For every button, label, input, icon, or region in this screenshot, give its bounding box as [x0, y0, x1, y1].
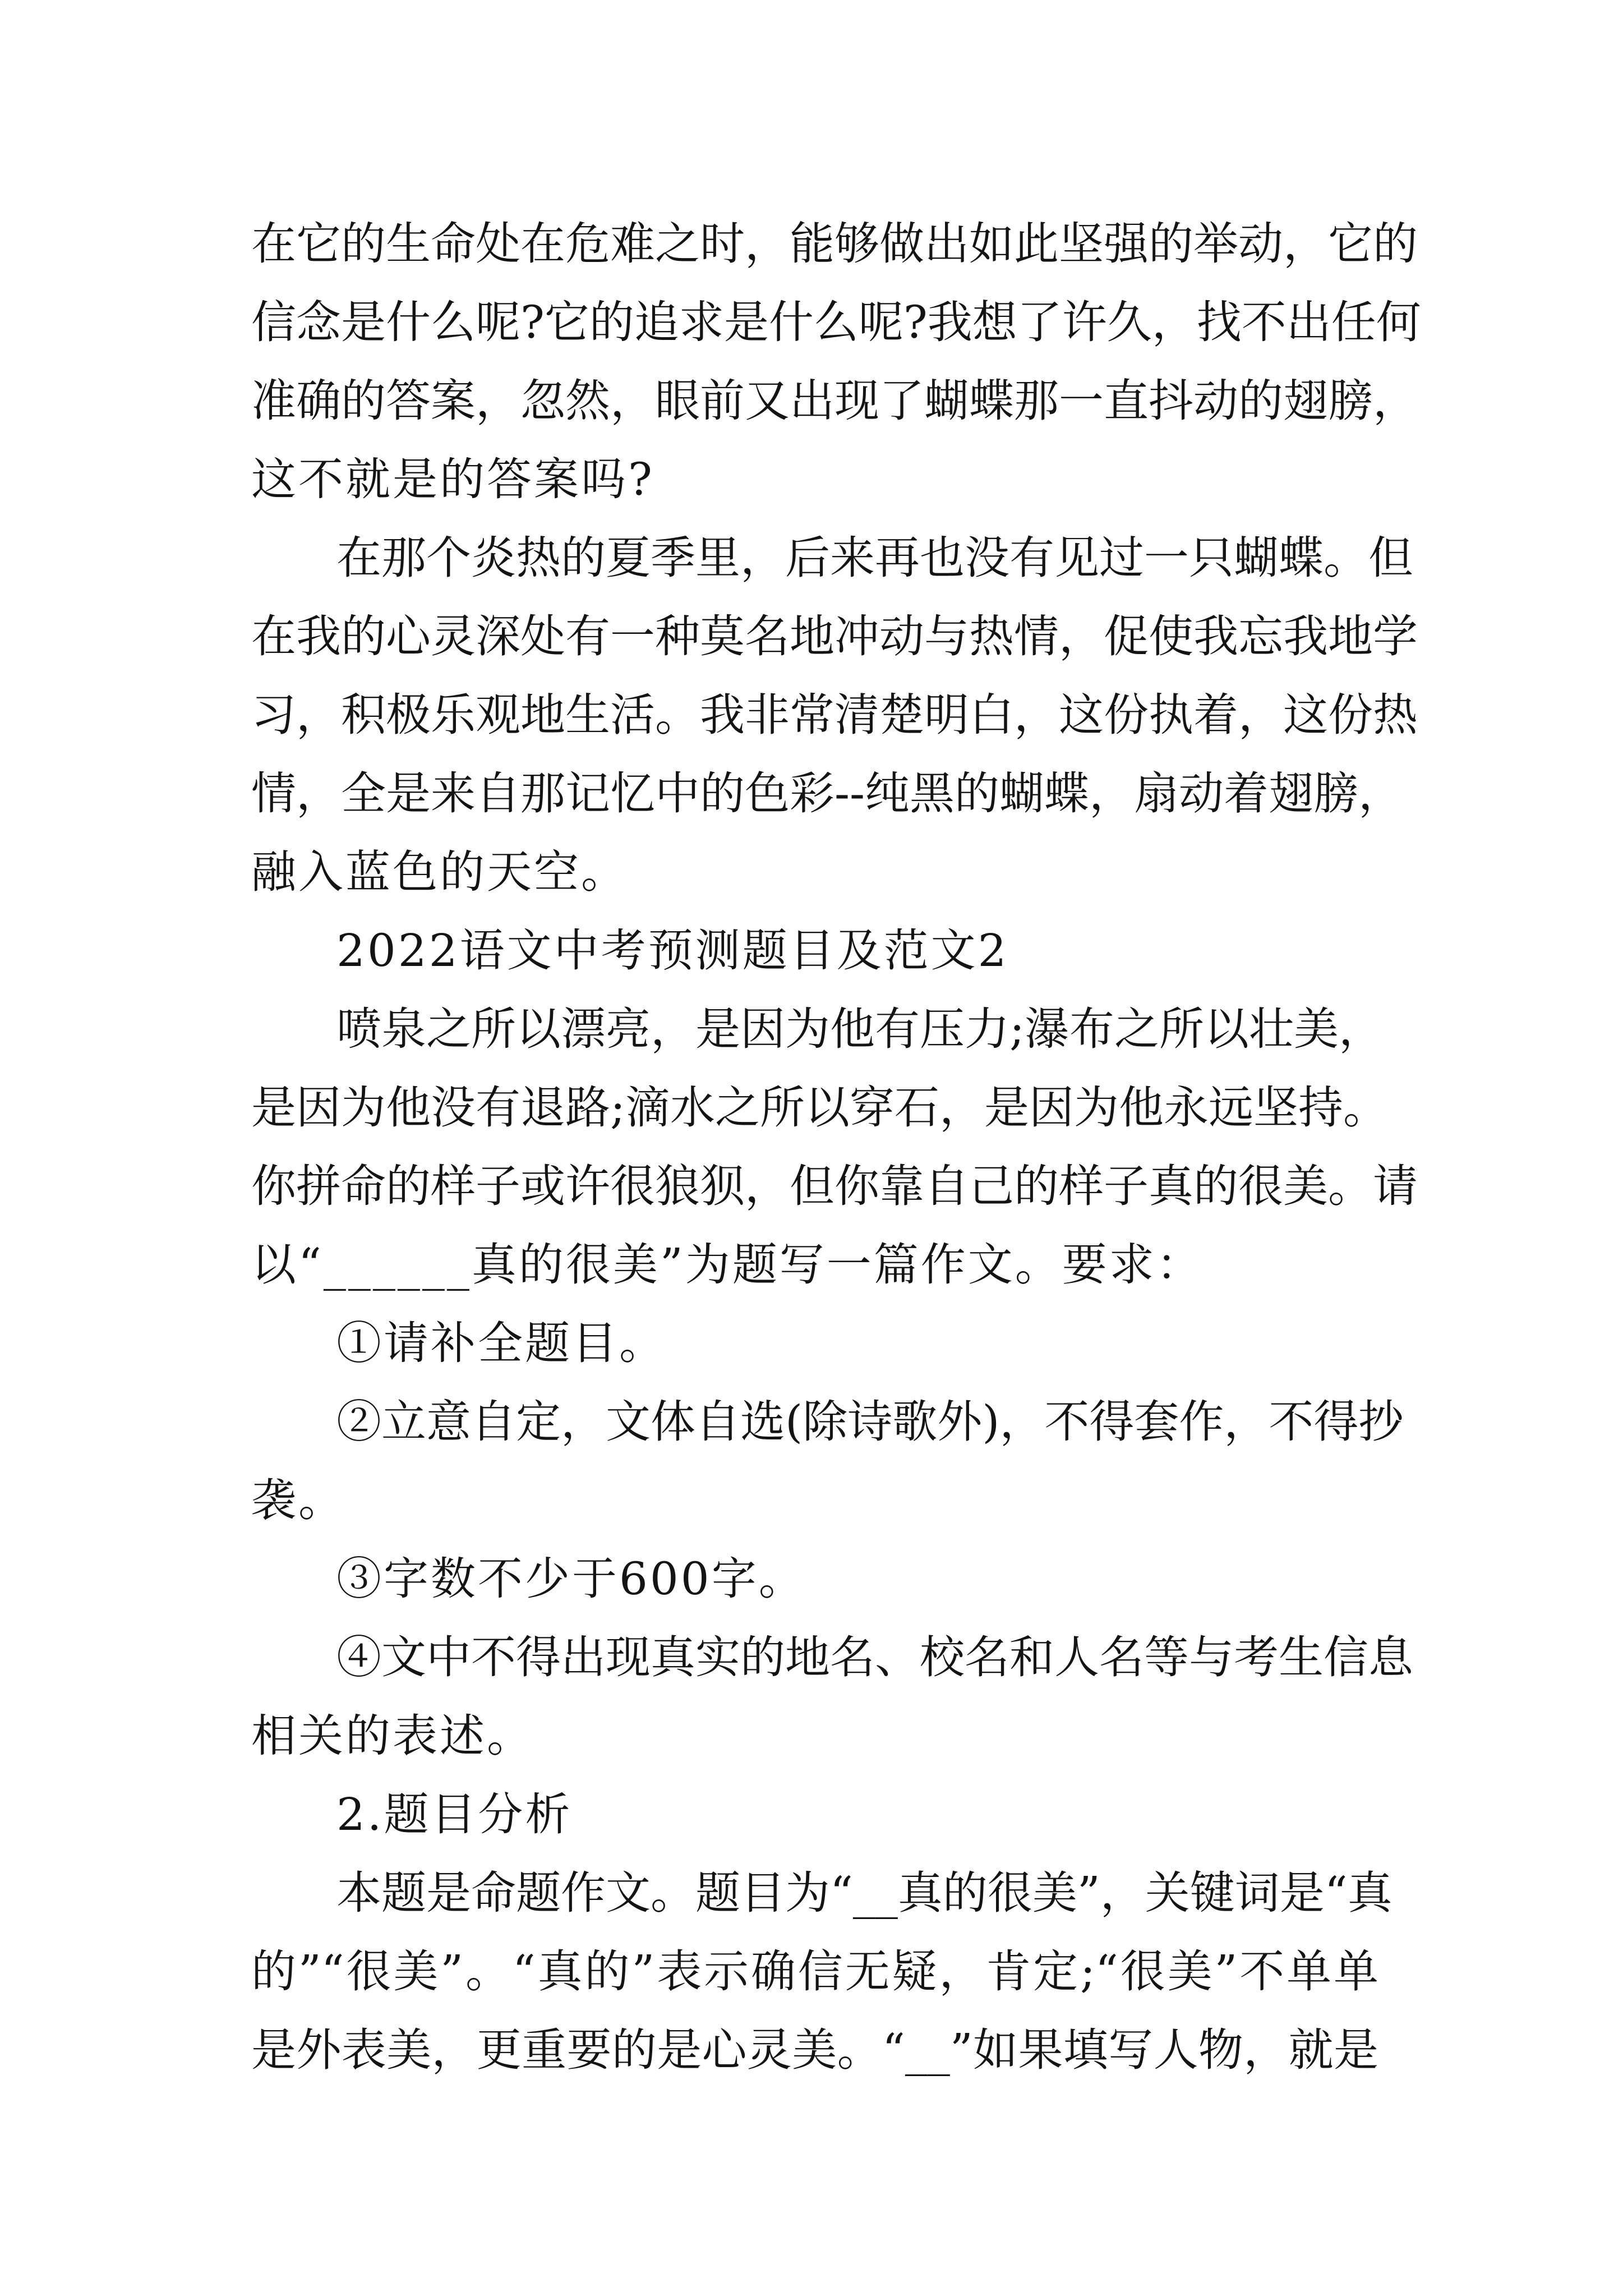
paragraph-line: 是因为他没有退路;滴水之所以穿石，是因为他永远坚持。: [251, 1082, 1388, 1134]
paragraph-line: 融入蓝色的天空。: [251, 846, 628, 898]
paragraph-line: 本题是命题作文。题目为“__真的很美”，关键词是“真: [336, 1867, 1393, 1919]
paragraph-line: 在它的生命处在危难之时，能够做出如此坚强的举动，它的: [251, 218, 1418, 270]
section-heading: 2.题目分析: [336, 1788, 573, 1841]
paragraph-line: 准确的答案，忽然，眼前又出现了蝴蝶那一直抖动的翅膀，: [251, 375, 1418, 427]
paragraph-line: 的”“很美”。“真的”表示确信无疑，肯定;“很美”不单单: [251, 1945, 1378, 1998]
paragraph-line: 在我的心灵深处有一种莫名地冲动与热情，促使我忘我地学: [251, 610, 1418, 662]
paragraph-line: 喷泉之所以漂亮，是因为他有压力;瀑布之所以壮美，: [336, 1003, 1384, 1055]
requirement-item: ①请补全题目。: [336, 1317, 666, 1369]
paragraph-line: 相关的表述。: [251, 1710, 534, 1762]
paragraph-line: 习，积极乐观地生活。我非常清楚明白，这份执着，这份热: [251, 689, 1418, 741]
section-title: 2022语文中考预测题目及范文2: [336, 924, 1009, 977]
requirement-item: ②立意自定，文体自选(除诗歌外)，不得套作，不得抄: [336, 1396, 1404, 1448]
paragraph-line: 这不就是的答案吗?: [251, 453, 654, 505]
paragraph-line: 情，全是来自那记忆中的色彩--纯黑的蝴蝶，扇动着翅膀，: [251, 767, 1404, 820]
paragraph-line: 以“______真的很美”为题写一篇作文。要求：: [251, 1239, 1204, 1291]
requirement-item: ④文中不得出现真实的地名、校名和人名等与考生信息: [336, 1631, 1413, 1683]
paragraph-line: 你拼命的样子或许很狼狈，但你靠自己的样子真的很美。请: [251, 1160, 1418, 1212]
paragraph-line: 袭。: [251, 1474, 345, 1526]
requirement-item: ③字数不少于600字。: [336, 1553, 806, 1605]
paragraph-line: 在那个炎热的夏季里，后来再也没有见过一只蝴蝶。但: [336, 532, 1413, 584]
paragraph-line: 是外表美，更重要的是心灵美。“__”如果填写人物，就是: [251, 2024, 1378, 2076]
paragraph-line: 信念是什么呢?它的追求是什么呢?我想了许久，找不出任何: [251, 296, 1421, 348]
